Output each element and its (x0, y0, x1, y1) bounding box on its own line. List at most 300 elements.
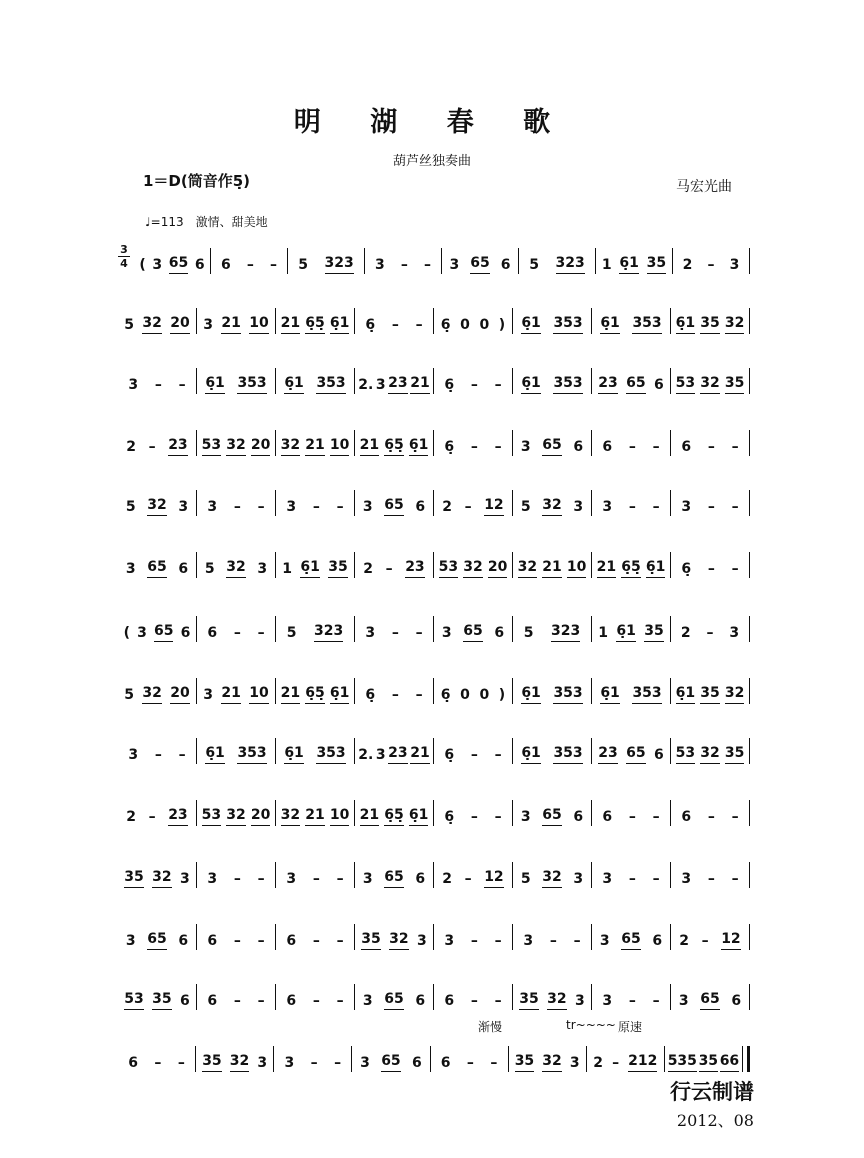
note-group: ) (498, 317, 506, 333)
note-group: 323 (314, 622, 343, 642)
note-group: 53 (676, 744, 695, 764)
note-group: – (148, 809, 156, 825)
score-row (118, 918, 750, 952)
score-row (118, 302, 750, 336)
measure (118, 990, 196, 1010)
note-group: 3 (178, 499, 189, 515)
note-group: – (652, 871, 660, 887)
note-group: 6̣1 (619, 254, 638, 274)
note-group: 6̣1 (676, 684, 695, 704)
note-group: 6̣1 (300, 558, 319, 578)
note-group: 65 (147, 930, 166, 950)
note-group: 323 (551, 622, 580, 642)
note-group: 212 (628, 1052, 657, 1072)
note-group: – (257, 933, 265, 949)
note-group: 32 (700, 374, 719, 394)
score-row (118, 732, 750, 766)
note-group: 6 (573, 809, 584, 825)
measure (431, 1054, 508, 1072)
note-group: 32 (463, 558, 482, 578)
measure (276, 992, 354, 1010)
measure (434, 316, 512, 334)
measure (197, 932, 275, 950)
measure (197, 870, 275, 888)
note-group: 3 (573, 499, 584, 515)
note-group: 21 (305, 436, 324, 456)
barline (749, 248, 750, 274)
note-group: 3 (569, 1055, 580, 1071)
note-group: – (549, 933, 557, 949)
measure (197, 436, 275, 456)
note-group: 6̣ (365, 317, 376, 333)
note-group: 6 (286, 933, 297, 949)
measure (355, 374, 433, 394)
note-group: 6 (654, 747, 664, 763)
note-group: 353 (553, 684, 582, 704)
note-group: 5 (124, 687, 134, 703)
time-signature (118, 244, 130, 269)
measure (434, 746, 512, 764)
note-group: 2 (593, 1055, 604, 1071)
note-group: 0 (460, 317, 470, 333)
measure (592, 992, 670, 1010)
note-group: 6̣1 (284, 744, 303, 764)
measure (118, 436, 196, 456)
measure (434, 932, 512, 950)
note-group: 0 (479, 317, 490, 333)
measure (434, 558, 512, 578)
score-row (118, 978, 750, 1012)
measure (118, 376, 196, 394)
note-group: 20 (488, 558, 507, 578)
note-group: 3 (441, 625, 452, 641)
page-title: 明 湖 春 歌 (293, 107, 571, 138)
note-group: – (336, 499, 344, 515)
note-group: 353 (553, 314, 582, 334)
note-group: 3 (599, 933, 610, 949)
note-group: – (731, 809, 739, 825)
note-group: 3 (602, 871, 613, 887)
note-group: 20 (251, 436, 270, 456)
note-group: 3 (681, 871, 692, 887)
note-group: 2. (358, 377, 374, 393)
note-group: 53 (439, 558, 458, 578)
measure (276, 870, 354, 888)
note-group: 65 (384, 496, 403, 516)
measure (276, 744, 354, 764)
note-group: 21 (305, 806, 324, 826)
note-group: – (178, 747, 186, 763)
note-group: 66 (720, 1052, 739, 1072)
note-group: 6 (500, 257, 511, 273)
measure (671, 870, 749, 888)
note-group: – (494, 993, 502, 1009)
note-group: 353 (632, 314, 661, 334)
note-group: – (148, 439, 156, 455)
measure (434, 438, 512, 456)
note-group: 10 (330, 806, 349, 826)
note-group: – (177, 1055, 185, 1071)
note-group: – (464, 499, 472, 515)
note-group: 6 (602, 439, 613, 455)
note-group: 65 (463, 622, 482, 642)
note-group: 23 (598, 744, 617, 764)
time-signature-top: 3 (120, 243, 128, 256)
note-group: 6̣5̣ (621, 558, 640, 578)
note-group: 3 (375, 257, 385, 273)
note-group: – (470, 933, 478, 949)
note-group: 35 (699, 1052, 718, 1072)
measure (355, 316, 433, 334)
note-group: 32 (230, 1052, 249, 1072)
measure (197, 992, 275, 1010)
note-group: 65 (621, 930, 640, 950)
note-group: 21 (360, 436, 379, 456)
note-group: 10 (567, 558, 586, 578)
measure (513, 990, 591, 1010)
note-group: – (701, 933, 709, 949)
measure (513, 436, 591, 456)
note-group: – (423, 257, 431, 273)
note-group: 6 (194, 257, 205, 273)
measure (442, 254, 518, 274)
measure (592, 558, 670, 578)
engraver-seal: 行云制谱 (670, 1080, 754, 1104)
measure (355, 744, 433, 764)
measure (513, 806, 591, 826)
note-group: – (652, 439, 660, 455)
measure (592, 622, 670, 642)
note-group: – (652, 809, 660, 825)
note-group: 5 (520, 499, 531, 515)
note-group: 353 (553, 374, 582, 394)
score-row (118, 484, 750, 518)
measure (671, 374, 749, 394)
note-group: 3 (257, 1055, 268, 1071)
note-group: 6̣1 (646, 558, 665, 578)
note-group: 65 (626, 374, 645, 394)
note-group: 5 (204, 561, 215, 577)
note-group: 3 (286, 871, 297, 887)
note-group: – (573, 933, 581, 949)
note-group: 353 (237, 744, 266, 764)
note-group: 3 (681, 499, 692, 515)
note-group: – (336, 871, 344, 887)
note-group: 6̣1 (521, 684, 540, 704)
note-group: 65 (700, 990, 719, 1010)
note-group: 6 (207, 933, 218, 949)
note-group: – (731, 871, 739, 887)
measure (519, 254, 595, 274)
measure (355, 990, 433, 1010)
note-group: – (257, 871, 265, 887)
note-group: 6 (412, 1055, 422, 1071)
note-group: 6̣1 (521, 314, 540, 334)
note-group: 32 (542, 1052, 561, 1072)
note-group: 32 (725, 314, 744, 334)
note-group: 20 (251, 806, 270, 826)
note-group: 35 (515, 1052, 534, 1072)
note-group: 1 (282, 561, 292, 577)
note-group: 3 (678, 993, 689, 1009)
note-group: 6 (440, 1055, 451, 1071)
measure (355, 624, 433, 642)
note-group: 32 (281, 806, 300, 826)
measure (118, 684, 196, 704)
note-group: 10 (249, 684, 268, 704)
note-group: – (612, 1055, 620, 1071)
note-group: 6̣ (440, 317, 451, 333)
measure (197, 498, 275, 516)
measure (288, 254, 364, 274)
note-group: 65 (381, 1052, 400, 1072)
note-group: 21 (410, 744, 429, 764)
note-group: 3 (444, 933, 455, 949)
note-group: 6 (652, 933, 663, 949)
note-group: 3 (602, 993, 613, 1009)
note-group: 65 (542, 806, 561, 826)
footer (670, 1076, 754, 1131)
measure (513, 932, 591, 950)
note-group: 5 (124, 317, 134, 333)
note-group: 35 (152, 990, 171, 1010)
key-signature: 1＝D(筒音作5̣) (143, 172, 251, 190)
note-group: 6 (207, 993, 218, 1009)
score-row (118, 424, 750, 458)
measure (434, 622, 512, 642)
measure (274, 1054, 351, 1072)
note-group: – (494, 747, 502, 763)
note-group: 6̣1 (409, 436, 428, 456)
note-group: 21 (597, 558, 616, 578)
note-group: 21 (281, 314, 300, 334)
note-group: 35 (202, 1052, 221, 1072)
note-group: 6̣1 (521, 374, 540, 394)
note-group: 12 (484, 868, 503, 888)
measure (118, 806, 196, 826)
note-group: – (400, 257, 408, 273)
measure (513, 374, 591, 394)
measure (434, 496, 512, 516)
note-group: 353 (632, 684, 661, 704)
note-group: 32 (542, 496, 561, 516)
note-group: 3 (128, 747, 139, 763)
measure (513, 684, 591, 704)
note-group: 32 (147, 496, 166, 516)
note-group: 3 (362, 871, 373, 887)
measure (352, 1052, 429, 1072)
note-group: 6̣5̣ (384, 806, 403, 826)
tempo-marking: ♩=113 激情、甜美地 (145, 215, 268, 229)
note-group: 5 (529, 257, 539, 273)
note-group: – (464, 871, 472, 887)
note-group: – (628, 993, 636, 1009)
note-group: 2 (126, 439, 137, 455)
note-group: 6 (654, 377, 664, 393)
note-group: – (707, 439, 715, 455)
barline (749, 924, 750, 950)
barline (749, 616, 750, 642)
note-group: 6̣5̣ (305, 314, 324, 334)
note-group: – (310, 1055, 318, 1071)
note-group: 3 (573, 871, 584, 887)
note-group: 6 (180, 993, 190, 1009)
note-group: 12 (721, 930, 740, 950)
measure (592, 438, 670, 456)
note-group: 10 (249, 314, 268, 334)
barline (749, 984, 750, 1010)
measure (276, 314, 354, 334)
note-group: 20 (170, 314, 189, 334)
note-group: ) (498, 687, 506, 703)
note-group: 6 (178, 933, 189, 949)
note-group: 6̣5̣ (305, 684, 324, 704)
note-group: – (233, 993, 241, 1009)
note-group: 3 (729, 625, 740, 641)
barline (749, 862, 750, 888)
note-group: 5 (286, 625, 297, 641)
note-group: 3 (375, 747, 386, 763)
note-group: 6̣1 (600, 314, 619, 334)
score-row (118, 242, 750, 276)
note-group: 2. (358, 747, 374, 763)
note-group: 6 (221, 257, 231, 273)
measure (513, 314, 591, 334)
note-group: – (391, 687, 399, 703)
note-group: 6 (286, 993, 297, 1009)
note-group: 6 (731, 993, 742, 1009)
note-group: 3 (286, 499, 297, 515)
note-group: 3 (417, 933, 427, 949)
note-group: 65 (154, 622, 173, 642)
measure (355, 686, 433, 704)
note-group: – (233, 933, 241, 949)
expression-trill: tr~~~~ (566, 1018, 616, 1032)
measure (276, 932, 354, 950)
note-group: 1 (598, 625, 608, 641)
note-group: 3 (575, 993, 585, 1009)
note-group: 35 (328, 558, 347, 578)
measure (513, 496, 591, 516)
measure (118, 746, 196, 764)
note-group: – (494, 933, 502, 949)
expression-resume: 原速 (618, 1020, 643, 1034)
note-group: – (707, 809, 715, 825)
measure (118, 496, 196, 516)
note-group: 3 (125, 933, 136, 949)
measure (197, 806, 275, 826)
note-group: 12 (484, 496, 503, 516)
measure (134, 254, 210, 274)
note-group: – (731, 499, 739, 515)
measure (355, 868, 433, 888)
measure (671, 990, 749, 1010)
note-group: 32 (518, 558, 537, 578)
measure (673, 256, 749, 274)
note-group: 6̣1 (616, 622, 635, 642)
note-group: 3 (602, 499, 613, 515)
score-row (118, 610, 750, 644)
note-group: – (154, 747, 162, 763)
note-group: 3 (180, 871, 190, 887)
score-row (118, 856, 750, 890)
note-group: 20 (170, 684, 189, 704)
score-row (118, 794, 750, 828)
note-group: 5 (520, 871, 531, 887)
note-group: 2 (442, 871, 453, 887)
note-group: 6̣ (444, 747, 455, 763)
measure (276, 498, 354, 516)
note-group: 32 (542, 868, 561, 888)
note-group: 23 (168, 806, 187, 826)
note-group: – (494, 377, 502, 393)
note-group: 6̣1 (600, 684, 619, 704)
barline (749, 678, 750, 704)
note-group: 323 (556, 254, 585, 274)
measure (118, 314, 196, 334)
note-group: – (391, 317, 399, 333)
note-group: 3 (137, 625, 147, 641)
note-group: 6 (573, 439, 584, 455)
note-group: – (652, 993, 660, 1009)
note-group: 6 (444, 993, 455, 1009)
note-group: 3 (362, 993, 373, 1009)
note-group: 35 (700, 684, 719, 704)
note-group: 21 (281, 684, 300, 704)
measure (665, 1052, 742, 1072)
note-group: 3 (523, 933, 534, 949)
note-group: 23 (405, 558, 424, 578)
note-group: – (470, 747, 478, 763)
measure (596, 254, 672, 274)
note-group: 2 (679, 933, 690, 949)
note-group: – (336, 993, 344, 1009)
measure (118, 930, 196, 950)
measure (118, 868, 196, 888)
note-group: – (490, 1055, 498, 1071)
note-group: 3 (729, 257, 740, 273)
note-group: 5 (523, 625, 534, 641)
measure (355, 558, 433, 578)
note-group: 32 (142, 684, 161, 704)
measure (276, 684, 354, 704)
measure (276, 436, 354, 456)
score-row (118, 1018, 750, 1074)
measure (592, 930, 670, 950)
measure (197, 624, 275, 642)
note-group: 6̣ (440, 687, 451, 703)
measure (434, 808, 512, 826)
note-group: 32 (547, 990, 566, 1010)
note-group: 3 (360, 1055, 370, 1071)
note-group: – (233, 499, 241, 515)
measure (211, 256, 287, 274)
measure (197, 684, 275, 704)
note-group: 5 (125, 499, 136, 515)
note-group: 2 (363, 561, 374, 577)
measure (355, 930, 433, 950)
note-group: 23 (388, 374, 407, 394)
note-group: – (257, 993, 265, 1009)
note-group: 6̣1 (330, 314, 349, 334)
date: 2012、08 (676, 1111, 754, 1130)
barline (749, 800, 750, 826)
note-group: 65 (169, 254, 188, 274)
note-group: 6 (602, 809, 613, 825)
measure (434, 868, 512, 888)
note-group: 21 (221, 314, 240, 334)
note-group: 6̣1 (205, 374, 224, 394)
